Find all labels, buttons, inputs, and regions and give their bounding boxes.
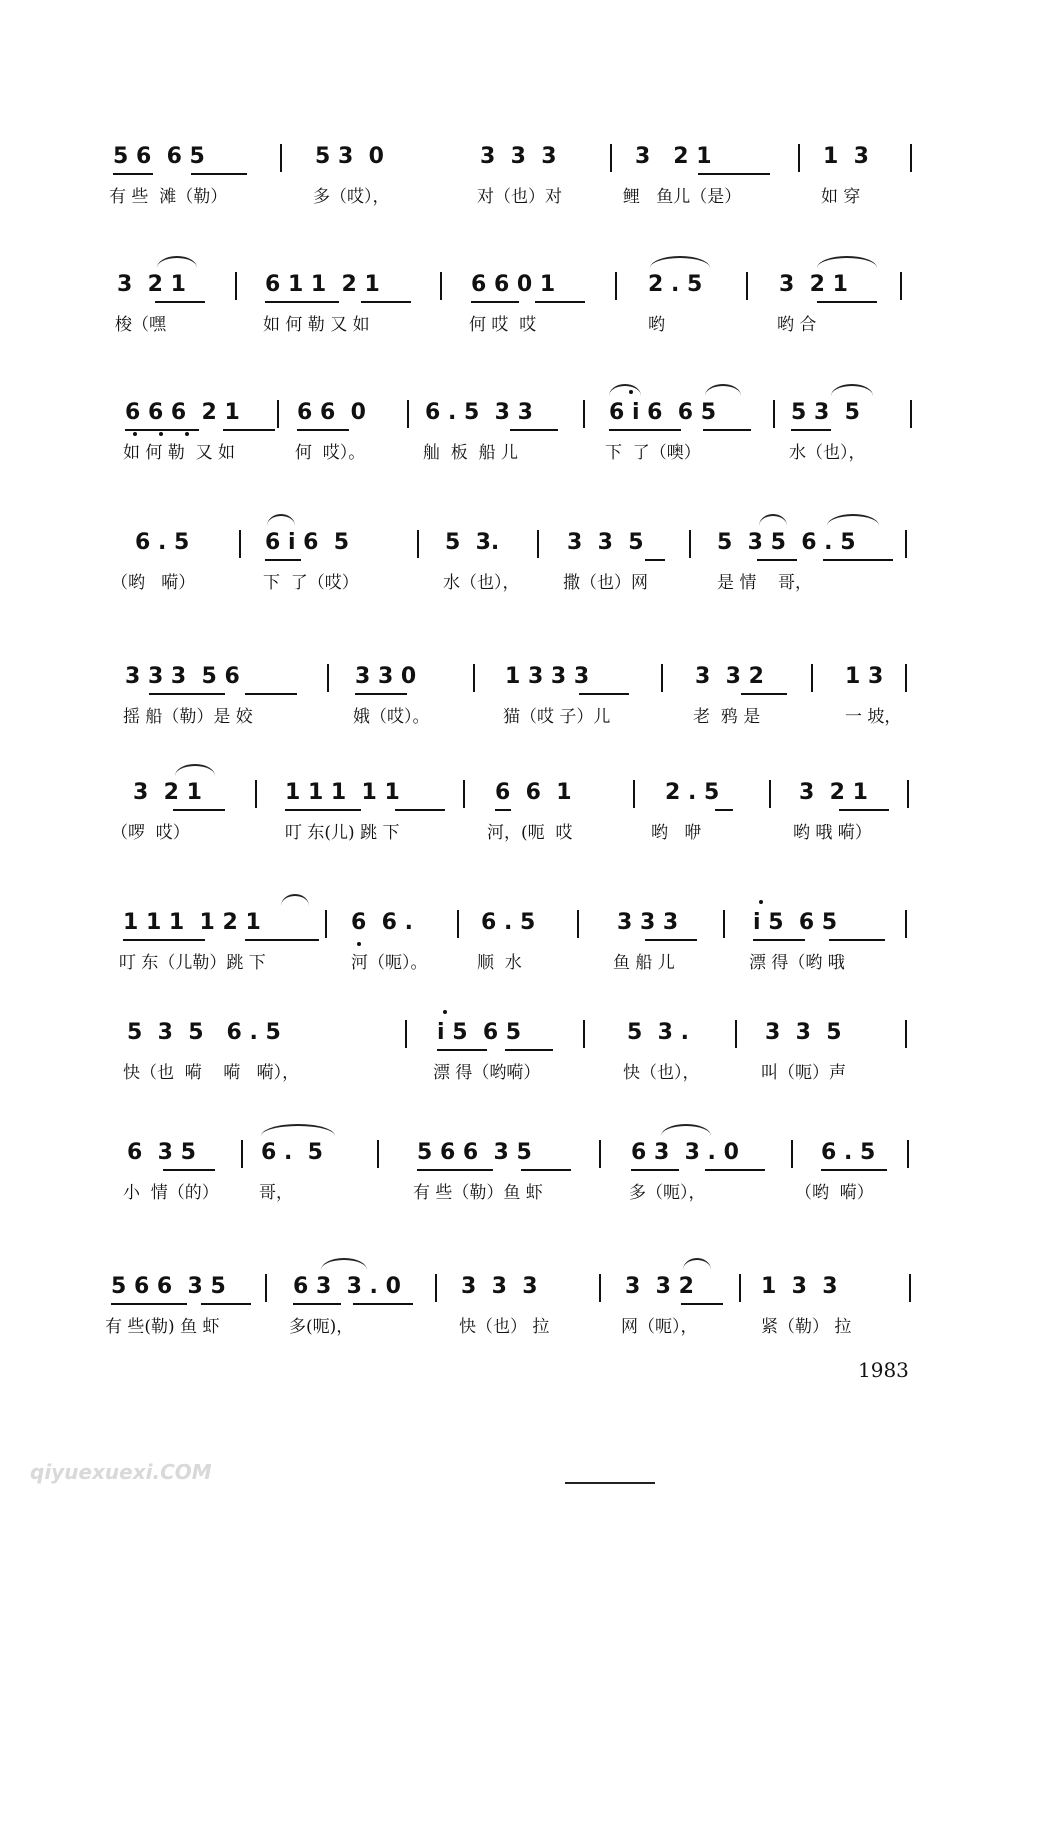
underline [191,173,247,175]
bar-line [909,1274,911,1302]
measure-notes: 6 . 5 [261,1140,323,1165]
measure-notes: 1 3 [845,664,884,689]
bar-line [769,780,771,808]
lyric-text: 多(呃)， [289,1317,354,1337]
bar-line [905,910,907,938]
measure-notes: 1 1 1 1 1 [285,780,400,805]
octave-dot [357,942,361,946]
bar-line [417,530,419,558]
bar-line [798,144,800,172]
underline [265,301,339,303]
underline [791,429,831,431]
bar-line [457,910,459,938]
notes [105,528,915,564]
underline [163,1169,215,1171]
measure-notes: 5 3. [445,530,500,555]
underline [839,809,889,811]
lyric-text: （哟 嗬） [795,1183,874,1203]
underline [505,1049,553,1051]
bar-line [907,780,909,808]
octave-dot [443,1010,447,1014]
lyric-text: 如 何 勒 又 如 [263,315,370,335]
notes [105,662,915,698]
lyric-text: 一 坡， [845,707,902,727]
lyric-text: 下 了（噢） [605,443,701,463]
underline [715,809,733,811]
underline [703,429,751,431]
lyric-text: 漂 得（哟 哦 [749,953,845,973]
bar-line [280,144,282,172]
underline [471,301,519,303]
bar-line [405,1020,407,1048]
measure-notes: 5 6 6 5 [113,144,205,169]
lyric-text: 哟 合 [777,315,817,335]
bar-line [241,1140,243,1168]
lyric-text: 网（呃）， [621,1317,698,1337]
lyric-text: 快（也） 拉 [459,1317,550,1337]
notes [105,142,915,178]
bar-line [615,272,617,300]
measure-notes: 3 3 3 [461,1274,538,1299]
underline [681,1303,723,1305]
underline [753,939,805,941]
bar-line [265,1274,267,1302]
measure-notes: 6 i 6 5 [265,530,350,555]
bar-line [599,1274,601,1302]
bar-line [610,144,612,172]
underline [149,693,225,695]
lyric-text: 摇 船（勒）是 姣 [123,707,253,727]
bar-line [239,530,241,558]
measure-notes: 6 3 5 [127,1140,196,1165]
lyric-text: 娥（哎）。 [353,707,430,727]
lyric-text: 顺 水 [477,953,522,973]
lyric-text: 老 鸦 是 [693,707,761,727]
bar-line [537,530,539,558]
bar-line [577,910,579,938]
underline [355,693,407,695]
underline [821,1169,887,1171]
bar-line [735,1020,737,1048]
measure-notes: 5 3 5 [791,400,860,425]
measure-notes: 6 . 5 [135,530,190,555]
underline [521,1169,571,1171]
underline [113,173,153,175]
underline [245,693,297,695]
lyrics [105,1062,915,1194]
bar-line [773,400,775,428]
lyric-text: （哟 嗬） [111,573,196,593]
underline [645,559,665,561]
measure-notes: 3 3 2 [625,1274,694,1299]
measure-notes: 5 3 0 [315,144,384,169]
bar-line [811,664,813,692]
bar-line [583,1020,585,1048]
bar-line [910,144,912,172]
measure-notes: i 5 6 5 [437,1020,522,1045]
lyric-text: 哟 咿 [651,823,702,843]
underline [437,1049,487,1051]
lyric-text: 舢 板 船 儿 [423,443,519,463]
measure-notes: 5 3 5 6 . 5 [127,1020,281,1045]
lyrics [105,1182,915,1336]
footer-rule [565,1482,655,1484]
lyric-text: 有 些 滩（勒） [109,187,228,207]
measure-notes: 6 3 3 . 0 [293,1274,401,1299]
bar-line [723,910,725,938]
bar-line [235,272,237,300]
page-number: 1983 [858,1358,909,1382]
measure-notes: 5 6 6 3 5 [417,1140,532,1165]
underline [395,809,445,811]
underline [111,1303,187,1305]
lyric-text: 有 些(勒) 鱼 虾 [105,1317,220,1337]
measure-notes: 3 3 3 [617,910,679,935]
lyric-text: 快（也 嗬 嗬 嗬）， [123,1063,300,1083]
underline [817,301,877,303]
lyric-text: 叮 东（儿勒）跳 下 [119,953,266,973]
bar-line [599,1140,601,1168]
measure-notes: 6 . 5 [481,910,536,935]
lyric-text: 下 了（哎） [263,573,359,593]
underline [609,429,681,431]
underline [173,809,225,811]
underline [201,1303,251,1305]
bar-line [905,664,907,692]
underline [705,1169,765,1171]
measure-notes: 1 1 1 1 2 1 [123,910,261,935]
bar-line [435,1274,437,1302]
bar-line [746,272,748,300]
lyric-text: （啰 哎） [111,823,190,843]
lyric-text: 是 情 哥， [717,573,813,593]
lyric-text: 哟 哦 嗬） [793,823,872,843]
lyric-text: 何 哎 哎 [469,315,537,335]
notes [105,270,915,306]
bar-line [689,530,691,558]
lyrics [105,1316,915,1470]
measure-notes: 6 . 5 3 3 [425,400,533,425]
bar-line [377,1140,379,1168]
lyric-text: 叫（呃）声 [761,1063,846,1083]
measure-notes: 2 . 5 [648,272,703,297]
lyric-text: 河（呃）。 [351,953,428,973]
lyric-text: 多（呃）， [629,1183,706,1203]
underline [245,939,319,941]
lyric-text: 有 些（勒）鱼 虾 [413,1183,543,1203]
underline [123,939,205,941]
underline [297,429,349,431]
notes [105,778,915,814]
measure-notes: 1 3 3 [761,1274,838,1299]
underline [353,1303,413,1305]
bar-line [407,400,409,428]
measure-notes: 3 3 0 [355,664,417,689]
lyric-text: 鲤 鱼儿（是） [623,187,742,207]
measure-notes: 3 2 1 [133,780,202,805]
notes [105,908,915,944]
measure-notes: 1 3 3 3 [505,664,590,689]
measure-notes: 6 6 6 2 1 [125,400,240,425]
bar-line [473,664,475,692]
measure-notes: 3 2 1 [635,144,712,169]
underline [125,429,199,431]
measure-notes: 3 2 1 [117,272,186,297]
measure-notes: 5 3 5 6 . 5 [717,530,856,555]
lyric-text: 叮 东(儿) 跳 下 [285,823,400,843]
lyric-text: 河，(呃 哎 [487,823,573,843]
bar-line [791,1140,793,1168]
underline [645,939,697,941]
bar-line [277,400,279,428]
measure-notes: 5 3 . [627,1020,689,1045]
measure-notes: 5 6 6 3 5 [111,1274,226,1299]
bar-line [327,664,329,692]
underline [829,939,885,941]
measure-notes: 3 3 5 [567,530,644,555]
bar-line [910,400,912,428]
lyric-text: 小 情（的） [123,1183,219,1203]
measure-notes: 6 6 1 [495,780,572,805]
lyric-text: 漂 得（哟嗬） [433,1063,541,1083]
measure-notes: 6 i 6 6 5 [609,400,717,425]
measure-notes: 1 3 [823,144,869,169]
lyric-text: 猫（哎 子）儿 [503,707,611,727]
underline [223,429,275,431]
lyric-text: 何 哎）。 [295,443,366,463]
notes [105,1138,915,1174]
measure-notes: 3 3 2 [695,664,764,689]
lyric-text: 撒（也）网 [563,573,648,593]
bar-line [440,272,442,300]
underline [417,1169,493,1171]
lyric-text: 快（也）， [623,1063,700,1083]
underline [155,301,205,303]
notes [105,1272,915,1308]
bar-line [255,780,257,808]
underline [265,559,301,561]
underline [495,809,511,811]
bar-line [905,530,907,558]
underline [510,429,558,431]
measure-notes: 6 6 . [351,910,413,935]
lyric-text: 水（也）， [789,443,866,463]
octave-dot [133,432,137,436]
lyric-text: 哥， [259,1183,293,1203]
bar-line [633,780,635,808]
bar-line [325,910,327,938]
bar-line [583,400,585,428]
bar-line [907,1140,909,1168]
lyric-text: 鱼 船 儿 [613,953,675,973]
underline [579,693,629,695]
underline [293,1303,341,1305]
measure-notes: 3 3 3 [480,144,557,169]
site-watermark: qiyuexuexi.COM [30,1460,212,1484]
measure-notes: 6 3 3 . 0 [631,1140,739,1165]
underline [535,301,585,303]
lyric-text: 多（哎）， [313,187,390,207]
octave-dot [759,900,763,904]
underline [698,173,770,175]
bar-line [739,1274,741,1302]
measure-notes: 6 1 1 2 1 [265,272,380,297]
measure-notes: 3 2 1 [779,272,848,297]
notes [105,398,915,434]
lyric-text: 如 穿 [821,187,861,207]
octave-dot [629,390,633,394]
measure-notes: 6 6 0 1 [471,272,556,297]
measure-notes: 3 2 1 [799,780,868,805]
underline [823,559,893,561]
lyric-text: 哟 [648,315,665,335]
measure-notes: 6 6 0 [297,400,366,425]
bar-line [905,1020,907,1048]
notes [105,1018,915,1054]
measure-notes: 3 3 3 5 6 [125,664,240,689]
lyric-text: 对（也）对 [477,187,562,207]
measure-notes: 6 . 5 [821,1140,876,1165]
underline [285,809,361,811]
lyrics [105,572,915,726]
underline [361,301,411,303]
underline [631,1169,679,1171]
bar-line [661,664,663,692]
bar-line [900,272,902,300]
lyric-text: 如 何 勒 又 如 [123,443,236,463]
lyric-text: 梭（嘿 [115,315,166,335]
lyric-text: 水（也）， [443,573,520,593]
measure-notes: 3 3 5 [765,1020,842,1045]
lyric-text: 紧（勒） 拉 [761,1317,852,1337]
octave-dot [159,432,163,436]
measure-notes: 2 . 5 [665,780,720,805]
octave-dot [185,432,189,436]
measure-notes: i 5 6 5 [753,910,838,935]
underline [757,559,797,561]
underline [741,693,787,695]
bar-line [463,780,465,808]
